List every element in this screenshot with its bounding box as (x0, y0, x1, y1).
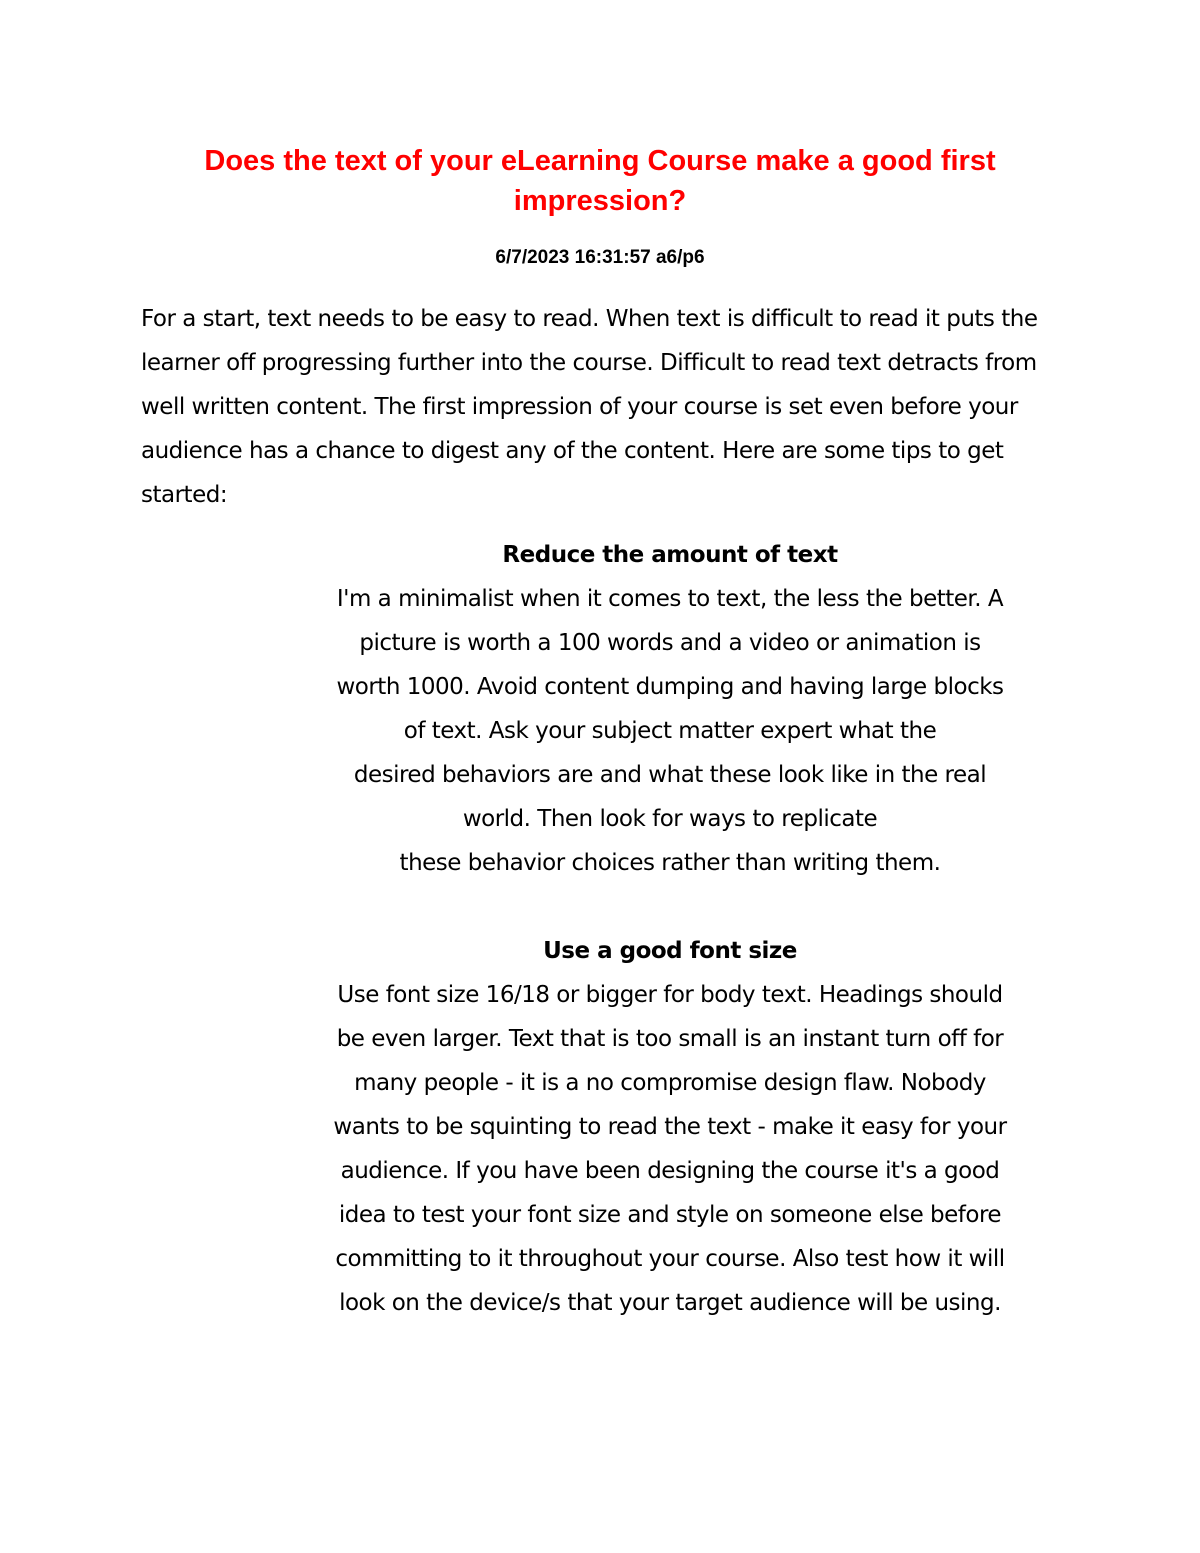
section-line: of text. Ask your subject matter expert what the (403, 718, 937, 744)
section-line: wants to be squinting to read the text - make it easy for your (333, 1114, 1007, 1140)
section-line: world. Then look for ways to replicate (462, 806, 878, 832)
intro-paragraph: For a start, text needs to be easy to read. When text is difficult to read it puts the learner off progressing further into the course. Difficult to read text detracts from well written content. The first impression of your course is set even before your audience has a chance to digest any of the content. Here are some tips to get started: (141, 306, 1038, 508)
section-line: picture is worth a 100 words and a video or animation is (359, 630, 981, 656)
section-line: Use font size 16/18 or bigger for body text. Headings should (337, 982, 1003, 1008)
section-line: I'm a minimalist when it comes to text, the less the better. A (336, 586, 1004, 612)
document-timestamp: 6/7/2023 16:31:57 a6/p6 (495, 247, 705, 268)
section-reduce-text (260, 533, 1080, 885)
section-line: desired behaviors are and what these look like in the real (353, 762, 987, 788)
section-line: many people - it is a no compromise design flaw. Nobody (354, 1070, 986, 1096)
section-heading: Use a good font size (543, 938, 797, 964)
section-font-size (260, 929, 1080, 1325)
section-line: be even larger. Text that is too small is an instant turn off for (336, 1026, 1004, 1052)
section-line: worth 1000. Avoid content dumping and having large blocks (336, 674, 1004, 700)
section-line: look on the device/s that your target audience will be using. (339, 1290, 1001, 1316)
section-line: idea to test your font size and style on someone else before (338, 1202, 1002, 1228)
section-line: audience. If you have been designing the course it's a good (340, 1158, 1000, 1184)
section-line: these behavior choices rather than writing them. (399, 850, 941, 876)
section-heading: Reduce the amount of text (502, 542, 838, 568)
document-title: Does the text of your eLearning Course make a good first impression? (204, 145, 996, 217)
section-line: committing to it throughout your course. Also test how it will (335, 1246, 1005, 1272)
